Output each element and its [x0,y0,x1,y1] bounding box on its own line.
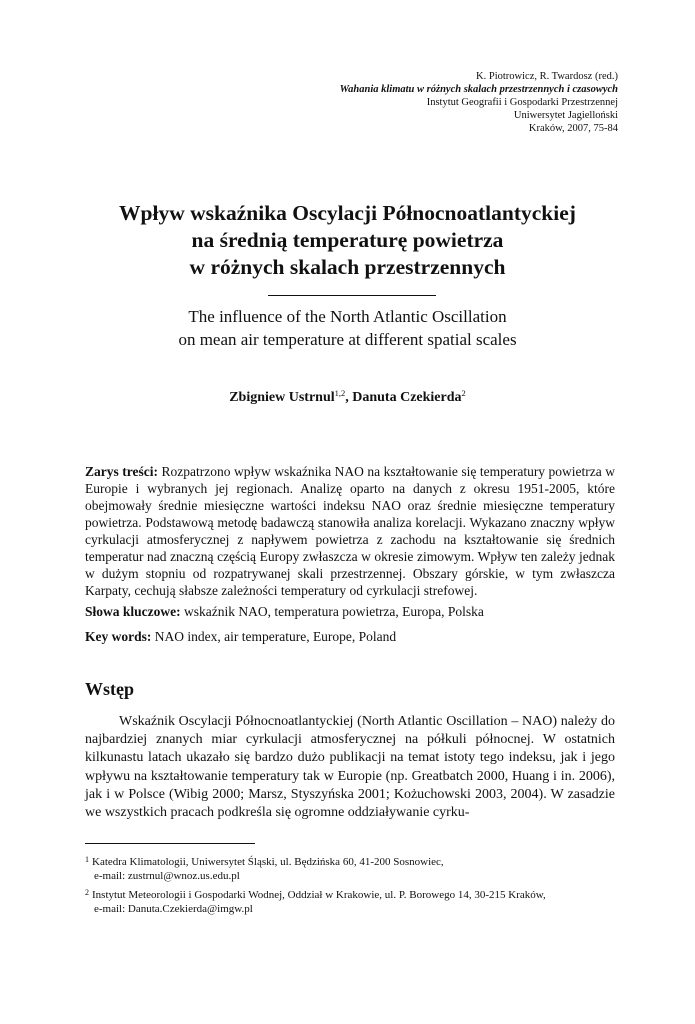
author-separator: , [345,390,353,405]
title-line-2: na średnią temperaturę powietrza [191,228,504,252]
intro-paragraph: Wskaźnik Oscylacji Północnoatlantyckiej (North Atlantic Oscillation – NAO) należy do najbardziej znanych miar cyrkulacji atmosferycznej na półkuli północnej. W ostatnich kilkunastu latach ukazało się bardzo dużo publikacji na temat istoty tego indeksu, jak i jego wpływu na kształtowanie temperatury tak w Europie (np. Greatbatch 2000, Huang i in. 2006), jak i w Polsce (Wibig 2000; Marsz, Styszyńska 2001; Kożuchowski 2003, 2004). W zasadzie we wszystkich pracach podkreśla się ogromne oddziaływanie cyrku- [85,714,615,821]
title-line-3: w różnych skalach przestrzennych [189,255,506,279]
author-2-name: Danuta Czekierda [352,390,462,405]
author-1-affiliation: 1,2 [334,388,346,398]
header-editors: K. Piotrowicz, R. Twardosz (red.) [476,71,618,82]
footnote-2-number: 2 [85,888,89,897]
keywords-english [85,628,615,645]
footnote-2 [85,886,625,916]
header-university: Uniwersytet Jagielloński [513,110,618,121]
footnote-2-affiliation: Instytut Meteorologii i Gospodarki Wodnej, Oddział w Krakowie, ul. P. Borowego 14, 30-215 Kraków, [92,889,546,901]
footnote-divider [85,843,255,844]
publication-header [340,70,618,135]
footnote-2-email: e-mail: Danuta.Czekierda@imgw.pl [94,902,253,915]
keywords-polish [85,603,615,620]
abstract [85,463,615,599]
footnote-1-number: 1 [85,855,89,864]
author-1-name: Zbigniew Ustrnul [229,390,335,405]
title-line-1: Wpływ wskaźnika Oscylacji Północnoatlantyckiej [119,201,576,225]
english-title [40,305,655,351]
footnote-1-affiliation: Katedra Klimatologii, Uniwersytet Śląski, ul. Będzińska 60, 41-200 Sosnowiec, [92,856,444,868]
footnote-1 [85,853,625,883]
section-heading: Wstęp [85,679,134,699]
abstract-text: Rozpatrzono wpływ wskaźnika NAO na kształtowanie się temperatury powietrza w Europie i wybranych jej regionach. Analizę oparto na danych z okresu 1951-2005, które obejmowały średnie miesięczne wartości indeksu NAO oraz średnie miesięczne temperatury powietrza. Podstawową metodę badawczą stanowiła analiza korelacji. Wykazano znaczny wpływ cyrkulacji atmosferycznej z napływem powietrza z zachodu na kształtowanie się średnich temperatur nad znaczną częścią Europy zwłaszcza w okresie zimowym. Wpływ ten zależy jednak w dużym stopniu od rozpatrywanej skali przestrzennej. Obszary górskie, w tym zwłaszcza Karpaty, cechują słabsze zależności temperatury od cyrkulacji strefowej. [85,464,616,598]
header-institute: Instytut Geografii i Gospodarki Przestrzennej [426,97,618,108]
abstract-label: Zarys treści: [85,464,158,479]
title-divider [268,295,436,296]
english-title-line-2: on mean air temperature at different spatial scales [178,330,517,349]
keywords-english-text: NAO index, air temperature, Europe, Poland [154,629,397,644]
keywords-polish-text: wskaźnik NAO, temperatura powietrza, Europa, Polska [184,604,484,619]
paper-title [40,200,655,281]
header-book-title: Wahania klimatu w różnych skalach przestrzennych i czasowych [339,84,618,95]
header-place-year-pages: Kraków, 2007, 75-84 [528,123,618,134]
author-2-affiliation: 2 [461,388,466,398]
keywords-polish-label: Słowa kluczowe: [85,604,181,619]
footnote-1-email: e-mail: zustrnul@wnoz.us.edu.pl [94,869,240,882]
footnotes [85,853,625,919]
authors-line [40,384,655,407]
keywords-english-label: Key words: [85,629,152,644]
english-title-line-1: The influence of the North Atlantic Oscillation [188,307,507,326]
